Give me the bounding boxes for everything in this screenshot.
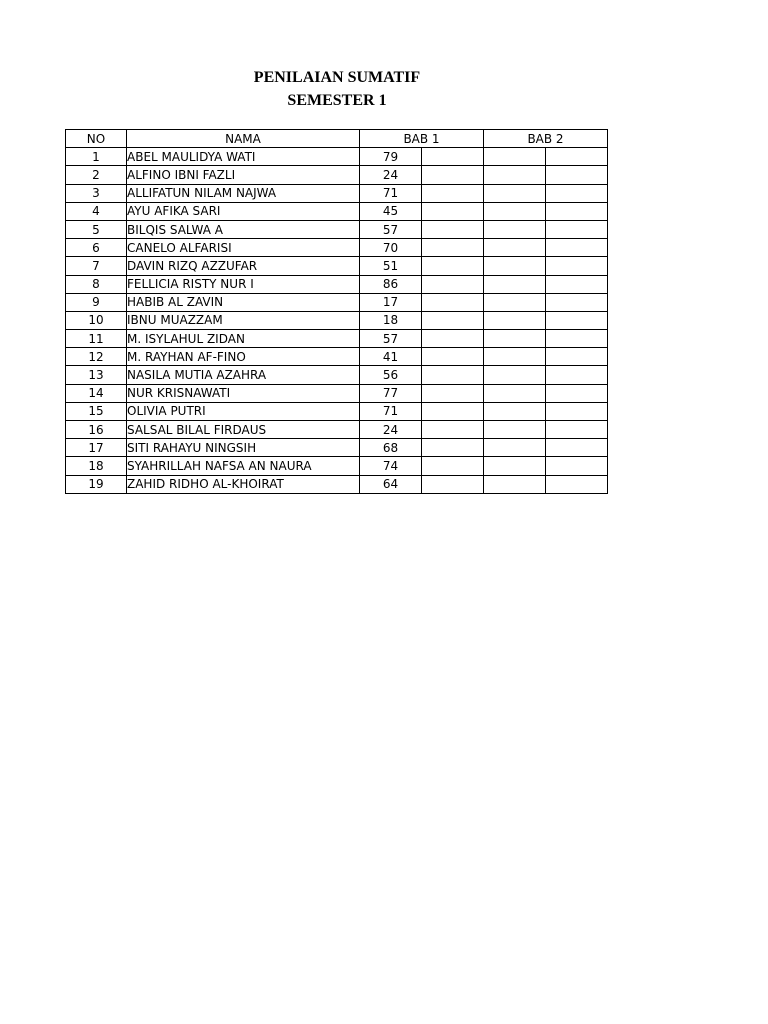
cell-no: 2 <box>66 166 127 184</box>
cell-bab2-b <box>546 220 608 238</box>
cell-bab1-score: 71 <box>360 402 422 420</box>
page-title: PENILAIAN SUMATIF <box>253 69 421 86</box>
table-row <box>66 239 608 257</box>
cell-bab1-score: 57 <box>360 220 422 238</box>
cell-bab2-b <box>546 348 608 366</box>
cell-bab2-a <box>484 148 546 166</box>
table-row <box>66 421 608 439</box>
cell-bab2-a <box>484 293 546 311</box>
cell-bab1-score: 70 <box>360 239 422 257</box>
cell-no: 5 <box>66 220 127 238</box>
cell-bab1-extra <box>422 457 484 475</box>
table-row <box>66 402 608 420</box>
table-row <box>66 457 608 475</box>
grade-table <box>65 129 608 494</box>
cell-bab2-b <box>546 293 608 311</box>
cell-bab1-extra <box>422 220 484 238</box>
cell-bab2-a <box>484 475 546 493</box>
cell-bab1-score: 68 <box>360 439 422 457</box>
cell-no: 14 <box>66 384 127 402</box>
cell-bab1-extra <box>422 239 484 257</box>
cell-bab1-score: 45 <box>360 202 422 220</box>
cell-bab1-score: 57 <box>360 330 422 348</box>
table-row <box>66 275 608 293</box>
cell-bab1-score: 24 <box>360 166 422 184</box>
cell-bab1-extra <box>422 384 484 402</box>
cell-bab2-a <box>484 220 546 238</box>
cell-nama: OLIVIA PUTRI <box>127 402 360 420</box>
cell-bab1-extra <box>422 275 484 293</box>
table-row <box>66 311 608 329</box>
table-row <box>66 166 608 184</box>
cell-bab1-extra <box>422 348 484 366</box>
table-row <box>66 220 608 238</box>
header-bab1: BAB 1 <box>360 130 484 148</box>
cell-bab2-b <box>546 257 608 275</box>
cell-bab1-score: 51 <box>360 257 422 275</box>
cell-bab1-extra <box>422 475 484 493</box>
cell-nama: M. RAYHAN AF-FINO <box>127 348 360 366</box>
cell-nama: ALFINO IBNI FAZLI <box>127 166 360 184</box>
cell-bab2-b <box>546 384 608 402</box>
cell-bab2-b <box>546 275 608 293</box>
cell-bab1-score: 41 <box>360 348 422 366</box>
table-row <box>66 348 608 366</box>
cell-bab1-extra <box>422 421 484 439</box>
cell-no: 13 <box>66 366 127 384</box>
cell-nama: ZAHID RIDHO AL-KHOIRAT <box>127 475 360 493</box>
cell-bab2-a <box>484 184 546 202</box>
cell-bab1-extra <box>422 184 484 202</box>
cell-nama: DAVIN RIZQ AZZUFAR <box>127 257 360 275</box>
table-row <box>66 366 608 384</box>
cell-bab1-score: 74 <box>360 457 422 475</box>
cell-bab2-a <box>484 239 546 257</box>
cell-bab2-a <box>484 439 546 457</box>
cell-bab1-score: 64 <box>360 475 422 493</box>
cell-bab2-b <box>546 330 608 348</box>
cell-bab1-score: 18 <box>360 311 422 329</box>
cell-no: 19 <box>66 475 127 493</box>
table-row <box>66 439 608 457</box>
cell-nama: SYAHRILLAH NAFSA AN NAURA <box>127 457 360 475</box>
header-bab2: BAB 2 <box>484 130 608 148</box>
cell-nama: NUR KRISNAWATI <box>127 384 360 402</box>
cell-nama: ABEL MAULIDYA WATI <box>127 148 360 166</box>
cell-bab1-score: 71 <box>360 184 422 202</box>
cell-bab1-extra <box>422 402 484 420</box>
cell-bab2-a <box>484 402 546 420</box>
cell-bab2-a <box>484 366 546 384</box>
cell-no: 8 <box>66 275 127 293</box>
cell-bab1-score: 79 <box>360 148 422 166</box>
table-header-row <box>66 130 608 148</box>
table-row <box>66 475 608 493</box>
cell-nama: HABIB AL ZAVIN <box>127 293 360 311</box>
cell-no: 18 <box>66 457 127 475</box>
cell-bab2-a <box>484 166 546 184</box>
cell-no: 4 <box>66 202 127 220</box>
table-row <box>66 184 608 202</box>
cell-no: 16 <box>66 421 127 439</box>
cell-bab2-b <box>546 184 608 202</box>
cell-bab1-extra <box>422 311 484 329</box>
cell-bab2-b <box>546 475 608 493</box>
header-no: NO <box>66 130 127 148</box>
cell-bab1-score: 24 <box>360 421 422 439</box>
cell-no: 3 <box>66 184 127 202</box>
cell-bab1-extra <box>422 439 484 457</box>
cell-nama: NASILA MUTIA AZAHRA <box>127 366 360 384</box>
cell-bab1-score: 86 <box>360 275 422 293</box>
cell-bab2-b <box>546 402 608 420</box>
cell-nama: SALSAL BILAL FIRDAUS <box>127 421 360 439</box>
cell-nama: IBNU MUAZZAM <box>127 311 360 329</box>
cell-bab2-b <box>546 311 608 329</box>
cell-bab2-a <box>484 311 546 329</box>
cell-bab1-score: 17 <box>360 293 422 311</box>
header-nama: NAMA <box>127 130 360 148</box>
table-row <box>66 330 608 348</box>
cell-no: 6 <box>66 239 127 257</box>
cell-bab2-a <box>484 348 546 366</box>
table-row <box>66 293 608 311</box>
cell-no: 7 <box>66 257 127 275</box>
cell-bab1-extra <box>422 293 484 311</box>
cell-bab2-a <box>484 275 546 293</box>
cell-bab1-score: 56 <box>360 366 422 384</box>
cell-nama: AYU AFIKA SARI <box>127 202 360 220</box>
cell-bab2-a <box>484 257 546 275</box>
cell-bab2-b <box>546 166 608 184</box>
cell-bab2-a <box>484 330 546 348</box>
cell-bab2-b <box>546 439 608 457</box>
cell-bab1-score: 77 <box>360 384 422 402</box>
cell-no: 17 <box>66 439 127 457</box>
cell-no: 15 <box>66 402 127 420</box>
table-row <box>66 257 608 275</box>
cell-bab2-b <box>546 366 608 384</box>
cell-bab1-extra <box>422 257 484 275</box>
cell-bab1-extra <box>422 148 484 166</box>
cell-nama: ALLIFATUN NILAM NAJWA <box>127 184 360 202</box>
cell-bab2-a <box>484 384 546 402</box>
cell-no: 12 <box>66 348 127 366</box>
page-subtitle: SEMESTER 1 <box>287 92 387 109</box>
cell-bab2-a <box>484 457 546 475</box>
cell-nama: CANELO ALFARISI <box>127 239 360 257</box>
cell-nama: FELLICIA RISTY NUR I <box>127 275 360 293</box>
cell-bab2-b <box>546 421 608 439</box>
cell-bab2-b <box>546 202 608 220</box>
cell-no: 9 <box>66 293 127 311</box>
cell-no: 11 <box>66 330 127 348</box>
cell-bab1-extra <box>422 366 484 384</box>
table-row <box>66 384 608 402</box>
table-row <box>66 148 608 166</box>
cell-bab1-extra <box>422 330 484 348</box>
cell-nama: SITI RAHAYU NINGSIH <box>127 439 360 457</box>
cell-no: 1 <box>66 148 127 166</box>
cell-nama: BILQIS SALWA A <box>127 220 360 238</box>
cell-bab1-extra <box>422 166 484 184</box>
cell-bab2-b <box>546 457 608 475</box>
table-row <box>66 202 608 220</box>
cell-bab2-a <box>484 202 546 220</box>
cell-bab2-b <box>546 148 608 166</box>
cell-bab2-a <box>484 421 546 439</box>
cell-bab2-b <box>546 239 608 257</box>
cell-no: 10 <box>66 311 127 329</box>
cell-nama: M. ISYLAHUL ZIDAN <box>127 330 360 348</box>
cell-bab1-extra <box>422 202 484 220</box>
